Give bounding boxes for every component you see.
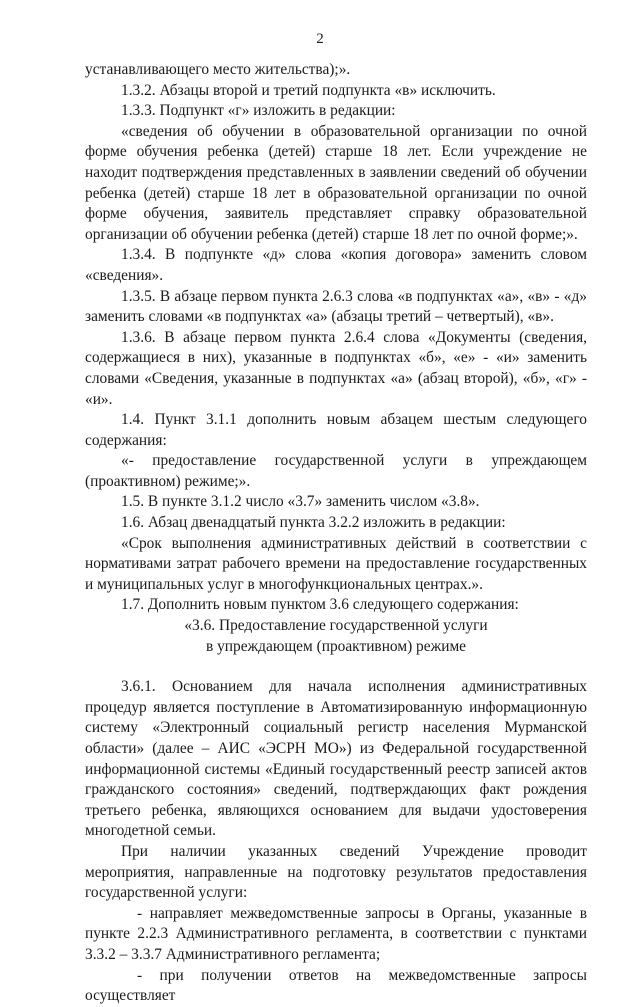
paragraph-1-3-3: 1.3.3. Подпункт «г» изложить в редакции: [121,102,396,120]
paragraph-measures: При наличии указанных сведений Учреждение проводит мероприятия, направленные на подготовку результатов предоставления государственной услуги: [85,842,587,902]
page-number: 2 [316,31,324,47]
paragraph-1-7: 1.7. Дополнить новым пунктом 3.6 следующего содержания: [121,596,519,614]
paragraph-1-6: 1.6. Абзац двенадцатый пункта 3.2.2 изложить в редакции: [121,514,506,532]
paragraph-1-6-text: «Срок выполнения административных действий в соответствии с нормативами затрат рабочего времени на предоставление государственных и муниципальных услуг в многофункциональных центрах.». [85,534,587,593]
paragraph-1-3-3-text: «сведения об обучении в образовательной организации по очной форме обучения ребенка (детей) старше 18 лет. Если учреждение не находит подтверждения представленных в заявлении сведений об обучении ребенка (детей) старше 18 лет в образовательной организации по очной форме обучения, заявитель представляет справку образовательной организации об обучении ребенка (детей) старше 18 лет по очной форме;». [85,122,587,243]
paragraph-1-3-5: 1.3.5. В абзаце первом пункта 2.6.3 слова «в подпунктах «а», «в» - «д» заменить словами «в подпунктах «а» (абзацы третий – четвертый), «в». [85,287,587,326]
document-body [85,60,587,1007]
section-heading-line-1: «3.6. Предоставление государственной услуги [184,617,488,635]
list-item-responses: - при получении ответов на межведомственные запросы осуществляет [85,966,587,1005]
paragraph-continuation: устанавливающего место жительства);». [85,61,351,78]
paragraph-1-5: 1.5. В пункте 3.1.2 число «3.7» заменить числом «3.8». [121,493,480,511]
paragraph-1-4-text: «- предоставление государственной услуги в упреждающем (проактивном) режиме;». [85,452,587,490]
paragraph-1-3-2: 1.3.2. Абзацы второй и третий подпункта «в» исключить. [121,81,496,99]
paragraph-1-4: 1.4. Пункт 3.1.1 дополнить новым абзацем шестым следующего содержания: [85,411,587,449]
list-item-requests: - направляет межведомственные запросы в Органы, указанные в пункте 2.2.3 Административного регламента, в соответствии с пунктами 3.3.2 – 3.3.7 Административного регламента; [85,904,587,963]
section-heading-line-2: в упреждающем (проактивном) режиме [205,637,467,655]
paragraph-1-3-4: 1.3.4. В подпункте «д» слова «копия договора» заменить словом «сведения». [85,246,587,284]
paragraph-1-3-6: 1.3.6. В абзаце первом пункта 2.6.4 слова «Документы (сведения, содержащиеся в них), указанные в подпунктах «б», «е» - «и» заменить словами «Сведения, указанные в подпунктах «а» (абзац второй), «б», «г» - «и». [85,328,587,408]
paragraph-3-6-1: 3.6.1. Основанием для начала исполнения административных процедур является поступление в Автоматизированную информационную систему «Электронный социальный регистр населения Мурманской области» (далее – АИС «ЭСРН МО») из Федеральной государственной информационной системы «Единый государственный реестр записей актов гражданского состояния» сведений, подтверждающих факт рождения третьего ребенка, являющихся основанием для выдачи удостоверения многодетной семьи. [85,678,587,840]
